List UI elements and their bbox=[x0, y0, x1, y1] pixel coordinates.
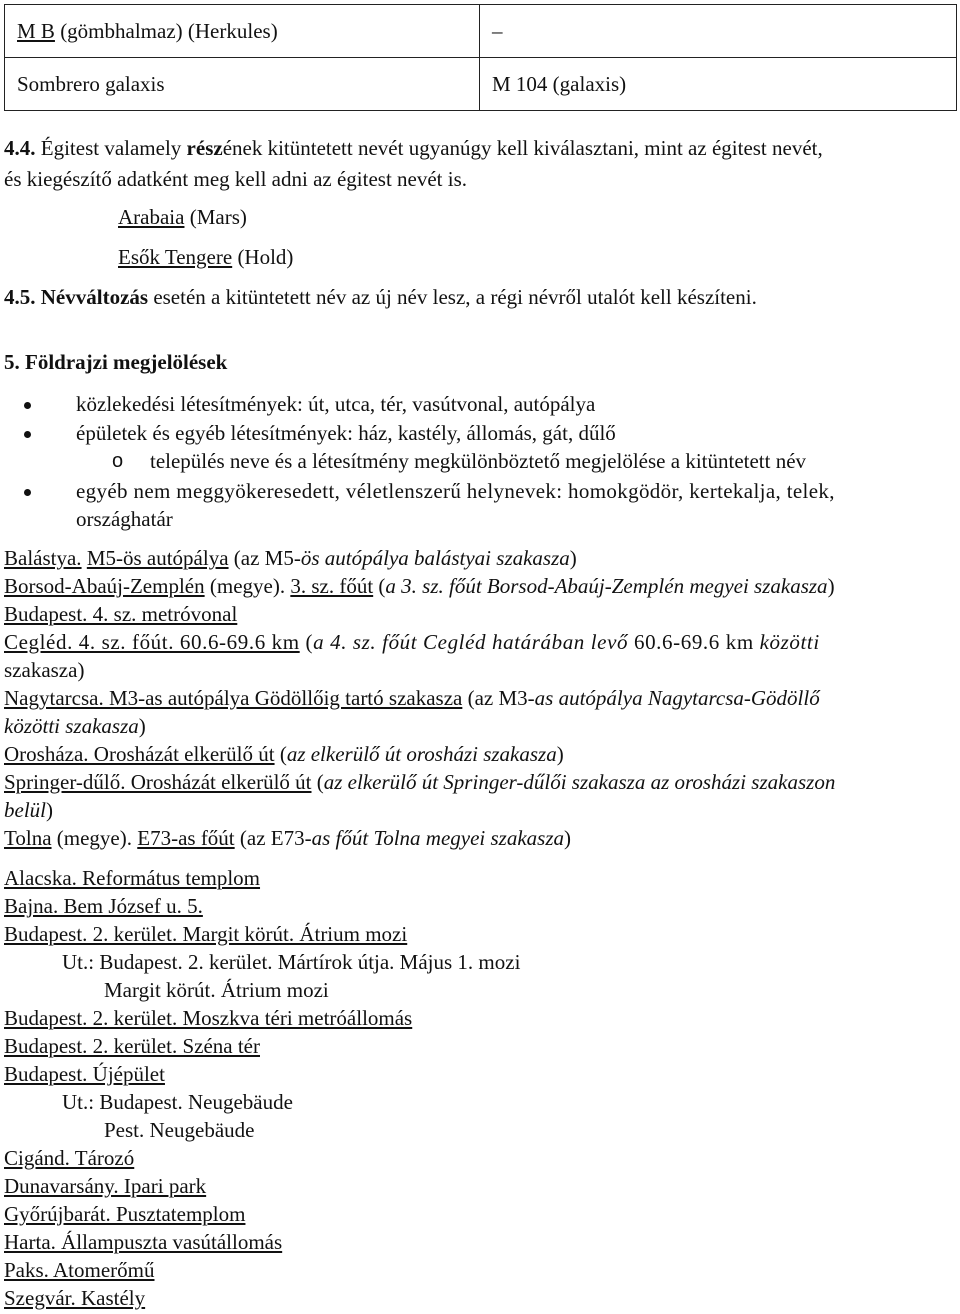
text: (az E73- bbox=[234, 826, 312, 850]
place: Nagytarcsa. M3-as autópálya Gödöllőig tartó szakasza bbox=[4, 686, 463, 710]
italic-text: as autópálya Nagytarcsa-Gödöllő bbox=[534, 686, 820, 710]
table-cell bbox=[5, 5, 480, 58]
text: ( bbox=[373, 574, 386, 598]
sub-bullet-item: település neve és a létesítmény megkülönböztető megjelölése a kitüntetett név bbox=[150, 449, 807, 473]
italic-text: belül bbox=[4, 798, 46, 822]
place: Cegléd. 4. sz. főút. 60.6-69.6 km bbox=[4, 630, 300, 654]
catalog-table bbox=[4, 4, 957, 111]
table-cell: M 104 (galaxis) bbox=[480, 58, 957, 111]
bullet-dot bbox=[24, 431, 31, 438]
example-term: Esők Tengere bbox=[118, 245, 233, 269]
text: ( bbox=[299, 630, 314, 654]
bullet-item: egyéb nem meggyökeresedett, véletlenszerű helynevek: homokgödör, kertekalja, telek, bbox=[76, 479, 835, 503]
example-springer-cont bbox=[4, 798, 53, 823]
sub-bullet-marker: o bbox=[112, 450, 124, 472]
example-arabaia bbox=[118, 205, 247, 230]
place-entry: Bajna. Bem József u. 5. bbox=[4, 894, 203, 918]
text: ) bbox=[827, 574, 835, 598]
see-also-entry: Margit körút. Átrium mozi bbox=[104, 978, 329, 1002]
italic-text: közötti bbox=[759, 630, 820, 654]
bullet-dot bbox=[24, 402, 31, 409]
example-nagytarcsa-cont bbox=[4, 714, 146, 739]
text: (Hold) bbox=[232, 245, 294, 269]
place-entry: Budapest. 2. kerület. Moszkva téri metróállomás bbox=[4, 1006, 413, 1030]
table-cell: Sombrero galaxis bbox=[5, 58, 480, 111]
section-number: 4.4. bbox=[4, 136, 36, 160]
text: Égitest valamely bbox=[35, 136, 187, 160]
example-tolna bbox=[4, 826, 571, 851]
place: Tolna bbox=[4, 826, 52, 850]
bullet-item: közlekedési létesítmények: út, utca, tér, vasútvonal, autópálya bbox=[76, 392, 596, 416]
table-row bbox=[5, 58, 957, 111]
see-also-entry: Ut.: Budapest. Neugebäude bbox=[62, 1090, 293, 1114]
place-entry: Budapest. 2. kerület. Széna tér bbox=[4, 1034, 260, 1058]
italic-text: as főút Tolna megyei szakasza bbox=[311, 826, 565, 850]
italic-text: a 4. sz. főút Cegléd határában levő bbox=[313, 630, 629, 654]
place-entry: Budapest. Újépület bbox=[4, 1062, 165, 1086]
text: (az M5- bbox=[228, 546, 301, 570]
example-springer bbox=[4, 770, 835, 795]
place: Springer-dűlő. Orosházát elkerülő út bbox=[4, 770, 312, 794]
table-cell: – bbox=[480, 5, 957, 58]
example-borsod bbox=[4, 574, 835, 599]
section-4-5 bbox=[4, 285, 757, 310]
text: ) bbox=[138, 714, 146, 738]
cell-underlined: M B bbox=[17, 18, 55, 43]
place-entry: Cigánd. Tározó bbox=[4, 1146, 135, 1170]
place-entry: Győrújbarát. Pusztatemplom bbox=[4, 1202, 246, 1226]
text: (megye). bbox=[51, 826, 138, 850]
cell-text: (gömbhalmaz) (Herkules) bbox=[54, 18, 278, 43]
place: Balástya. bbox=[4, 546, 82, 570]
place-entry: Budapest. 2. kerület. Margit körút. Átrium mozi bbox=[4, 922, 408, 946]
bold-term: rész bbox=[186, 136, 223, 160]
text: ) bbox=[556, 742, 564, 766]
italic-text: az elkerülő út Springer-dűlői szakasza az orosházi szakaszon bbox=[323, 770, 836, 794]
table-row bbox=[5, 5, 957, 58]
italic-text: az elkerülő út orosházi szakasza bbox=[286, 742, 557, 766]
place-entry: Paks. Atomerőmű bbox=[4, 1258, 155, 1282]
see-also-entry: Pest. Neugebäude bbox=[104, 1118, 255, 1142]
place-entry: Harta. Állampuszta vasútállomás bbox=[4, 1230, 283, 1254]
section-5-heading: 5. Földrajzi megjelölések bbox=[4, 350, 228, 374]
place-entry: Dunavarsány. Ipari park bbox=[4, 1174, 207, 1198]
example-esok-tengere bbox=[118, 245, 293, 270]
italic-text: közötti szakasza bbox=[4, 714, 139, 738]
bullet-item-cont: országhatár bbox=[76, 507, 173, 531]
text: (Mars) bbox=[184, 205, 247, 229]
place: E73-as főút bbox=[137, 826, 235, 850]
section-number: 4.5. bbox=[4, 285, 36, 309]
place: Budapest. 4. sz. metróvonal bbox=[4, 602, 238, 626]
bullet-dot bbox=[24, 489, 31, 496]
place: M5-ös autópálya bbox=[86, 546, 229, 570]
example-cegled bbox=[4, 630, 820, 655]
text: 60.6-69.6 km bbox=[628, 630, 760, 654]
see-also-entry: Ut.: Budapest. 2. kerület. Mártírok útja. Május 1. mozi bbox=[62, 950, 521, 974]
bold-term: Névváltozás bbox=[35, 285, 149, 309]
place-entry: Alacska. Református templom bbox=[4, 866, 261, 890]
example-cegled-cont: szakasza) bbox=[4, 658, 85, 682]
text: ) bbox=[564, 826, 572, 850]
example-term: Arabaia bbox=[118, 205, 185, 229]
text: ének kitüntetett nevét ugyanúgy kell kiválasztani, mint az égitest nevét, bbox=[222, 136, 823, 160]
section-4-4-line1 bbox=[4, 136, 823, 161]
example-nagytarcsa bbox=[4, 686, 820, 711]
text: ) bbox=[569, 546, 577, 570]
text: ) bbox=[46, 798, 53, 822]
italic-text: ös autópálya balástyai szakasza bbox=[300, 546, 570, 570]
text: (az M3- bbox=[462, 686, 535, 710]
italic-text: a 3. sz. főút Borsod-Abaúj-Zemplén megyei szakasza bbox=[385, 574, 828, 598]
example-oroshaza bbox=[4, 742, 564, 767]
example-balastya bbox=[4, 546, 577, 571]
text: ( bbox=[274, 742, 287, 766]
example-budapest-metro bbox=[4, 602, 237, 627]
place: Borsod-Abaúj-Zemplén bbox=[4, 574, 205, 598]
text: ( bbox=[311, 770, 324, 794]
place: 3. sz. főút bbox=[290, 574, 374, 598]
section-4-4-line2: és kiegészítő adatként meg kell adni az égitest nevét is. bbox=[4, 167, 468, 191]
bullet-item: épületek és egyéb létesítmények: ház, kastély, állomás, gát, dűlő bbox=[76, 421, 616, 445]
place-entry: Szegvár. Kastély bbox=[4, 1286, 146, 1310]
text: esetén a kitüntetett név az új név lesz, a régi névről utalót kell készíteni. bbox=[148, 285, 757, 309]
place: Orosháza. Orosházát elkerülő út bbox=[4, 742, 275, 766]
text: (megye). bbox=[204, 574, 291, 598]
